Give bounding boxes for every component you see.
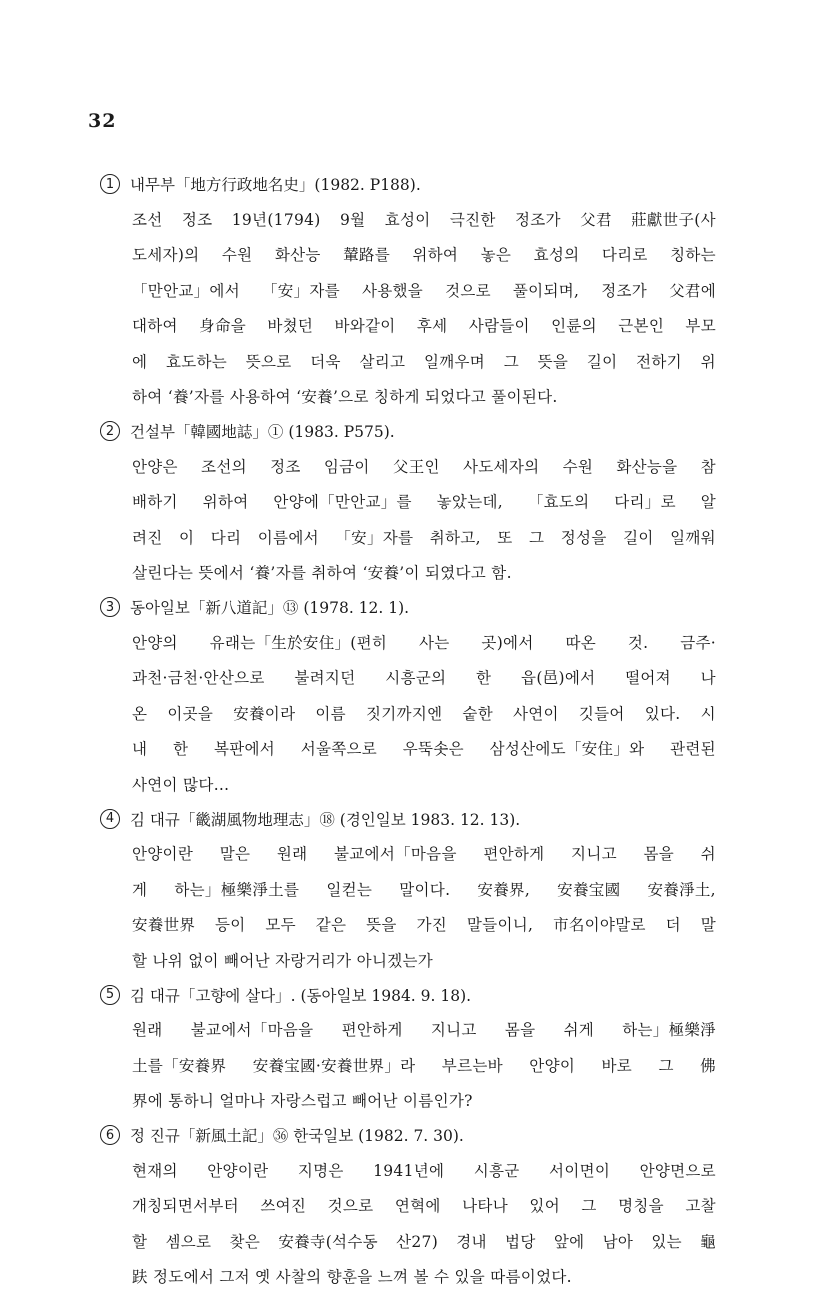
entry-heading — [100, 978, 716, 1012]
body-text-line: 려진 이 다리 이름에서 「安」자를 취하고, 또 그 정성을 길이 일깨워 — [132, 519, 716, 555]
footnote-entry — [100, 414, 716, 590]
body-text-line: 살린다는 뜻에서 ‘養’자를 취하여 ‘安養’이 되였다고 함. — [132, 555, 716, 591]
source-citation: 내무부「地方行政地名史」(1982. P188). — [130, 173, 421, 195]
body-text-line: 대하여 身命을 바쳤던 바와같이 후세 사람들이 인륜의 근본인 부모 — [132, 308, 716, 344]
circled-number: 5 — [100, 985, 120, 1005]
footnote-list — [100, 167, 716, 1294]
source-citation: 건설부「韓國地誌」① (1983. P575). — [130, 420, 395, 442]
body-text-line: 하여 ‘養’자를 사용하여 ‘安養’으로 칭하게 되었다고 풀이된다. — [132, 379, 716, 415]
body-text-line: 내 한 복판에서 서울쪽으로 우뚝솟은 삼성산에도「安住」와 관련된 — [132, 731, 716, 767]
body-text-line: 할 나위 없이 빼어난 자랑거리가 아니겠는가 — [132, 942, 716, 978]
body-text-line: 安養世界 등이 모두 같은 뜻을 가진 말들이니, 市名이야말로 더 말 — [132, 907, 716, 943]
body-text-line: 안양이란 말은 원래 불교에서「마음을 편안하게 지니고 몸을 쉬 — [132, 836, 716, 872]
body-text-line: 界에 통하니 얼마나 자랑스럽고 빼어난 이름인가? — [132, 1083, 716, 1119]
entry-heading — [100, 167, 716, 201]
source-citation: 정 진규「新風土記」㊱ 한국일보 (1982. 7. 30). — [130, 1124, 464, 1146]
entry-heading — [100, 802, 716, 836]
source-citation: 동아일보「新八道記」⑬ (1978. 12. 1). — [130, 596, 409, 618]
footnote-entry — [100, 590, 716, 802]
entry-body — [100, 1152, 716, 1294]
source-citation: 김 대규「고향에 살다」. (동아일보 1984. 9. 18). — [130, 984, 471, 1006]
body-text-line: 土를「安養界 安養宝國·安養世界」라 부르는바 안양이 바로 그 佛 — [132, 1047, 716, 1083]
circled-number: 6 — [100, 1125, 120, 1145]
footnote-entry — [100, 802, 716, 978]
page-number: 32 — [88, 110, 116, 132]
entry-heading — [100, 590, 716, 624]
footnote-entry — [100, 978, 716, 1119]
body-text-line: 게 하는」極樂淨土를 일컫는 말이다. 安養界, 安養宝國 安養淨土, — [132, 871, 716, 907]
body-text-line: 개칭되면서부터 쓰여진 것으로 연혁에 나타나 있어 그 명칭을 고찰 — [132, 1188, 716, 1224]
circled-number: 3 — [100, 597, 120, 617]
entry-body — [100, 836, 716, 978]
body-text-line: 온 이곳을 安養이라 이름 짓기까지엔 숱한 사연이 깃들어 있다. 시 — [132, 695, 716, 731]
body-text-line: 趺 정도에서 그저 옛 사찰의 향훈을 느껴 볼 수 있을 따름이었다. — [132, 1259, 716, 1294]
footnote-entry — [100, 1118, 716, 1294]
entry-body — [100, 201, 716, 414]
body-text-line: 「만안교」에서 「安」자를 사용했을 것으로 풀이되며, 정조가 父君에 — [132, 272, 716, 308]
entry-heading — [100, 414, 716, 448]
body-text-line: 할 셈으로 찾은 安養寺(석수동 산27) 경내 법당 앞에 남아 있는 龜 — [132, 1223, 716, 1259]
body-text-line: 조선 정조 19년(1794) 9월 효성이 극진한 정조가 父君 莊獻世子(사 — [132, 201, 716, 237]
body-text-line: 배하기 위하여 안양에「만안교」를 놓았는데, 「효도의 다리」로 알 — [132, 484, 716, 520]
body-text-line: 과천·금천·안산으로 불려지던 시흥군의 한 읍(邑)에서 떨어져 나 — [132, 660, 716, 696]
circled-number: 4 — [100, 809, 120, 829]
body-text-line: 원래 불교에서「마음을 편안하게 지니고 몸을 쉬게 하는」極樂淨 — [132, 1012, 716, 1048]
entry-body — [100, 448, 716, 590]
source-citation: 김 대규「畿湖風物地理志」⑱ (경인일보 1983. 12. 13). — [130, 808, 520, 830]
entry-body — [100, 1012, 716, 1119]
body-text-line: 현재의 안양이란 지명은 1941년에 시흥군 서이면이 안양면으로 — [132, 1152, 716, 1188]
entry-body — [100, 624, 716, 802]
body-text-line: 안양은 조선의 정조 임금이 父王인 사도세자의 수원 화산능을 참 — [132, 448, 716, 484]
circled-number: 2 — [100, 421, 120, 441]
body-text-line: 안양의 유래는「生於安住」(편히 사는 곳)에서 따온 것. 금주· — [132, 624, 716, 660]
body-text-line: 사연이 많다… — [132, 766, 716, 802]
body-text-line: 에 효도하는 뜻으로 더욱 살리고 일깨우며 그 뜻을 길이 전하기 위 — [132, 343, 716, 379]
circled-number: 1 — [100, 174, 120, 194]
footnote-entry — [100, 167, 716, 414]
entry-heading — [100, 1118, 716, 1152]
body-text-line: 도세자)의 수원 화산능 輦路를 위하여 놓은 효성의 다리로 칭하는 — [132, 237, 716, 273]
